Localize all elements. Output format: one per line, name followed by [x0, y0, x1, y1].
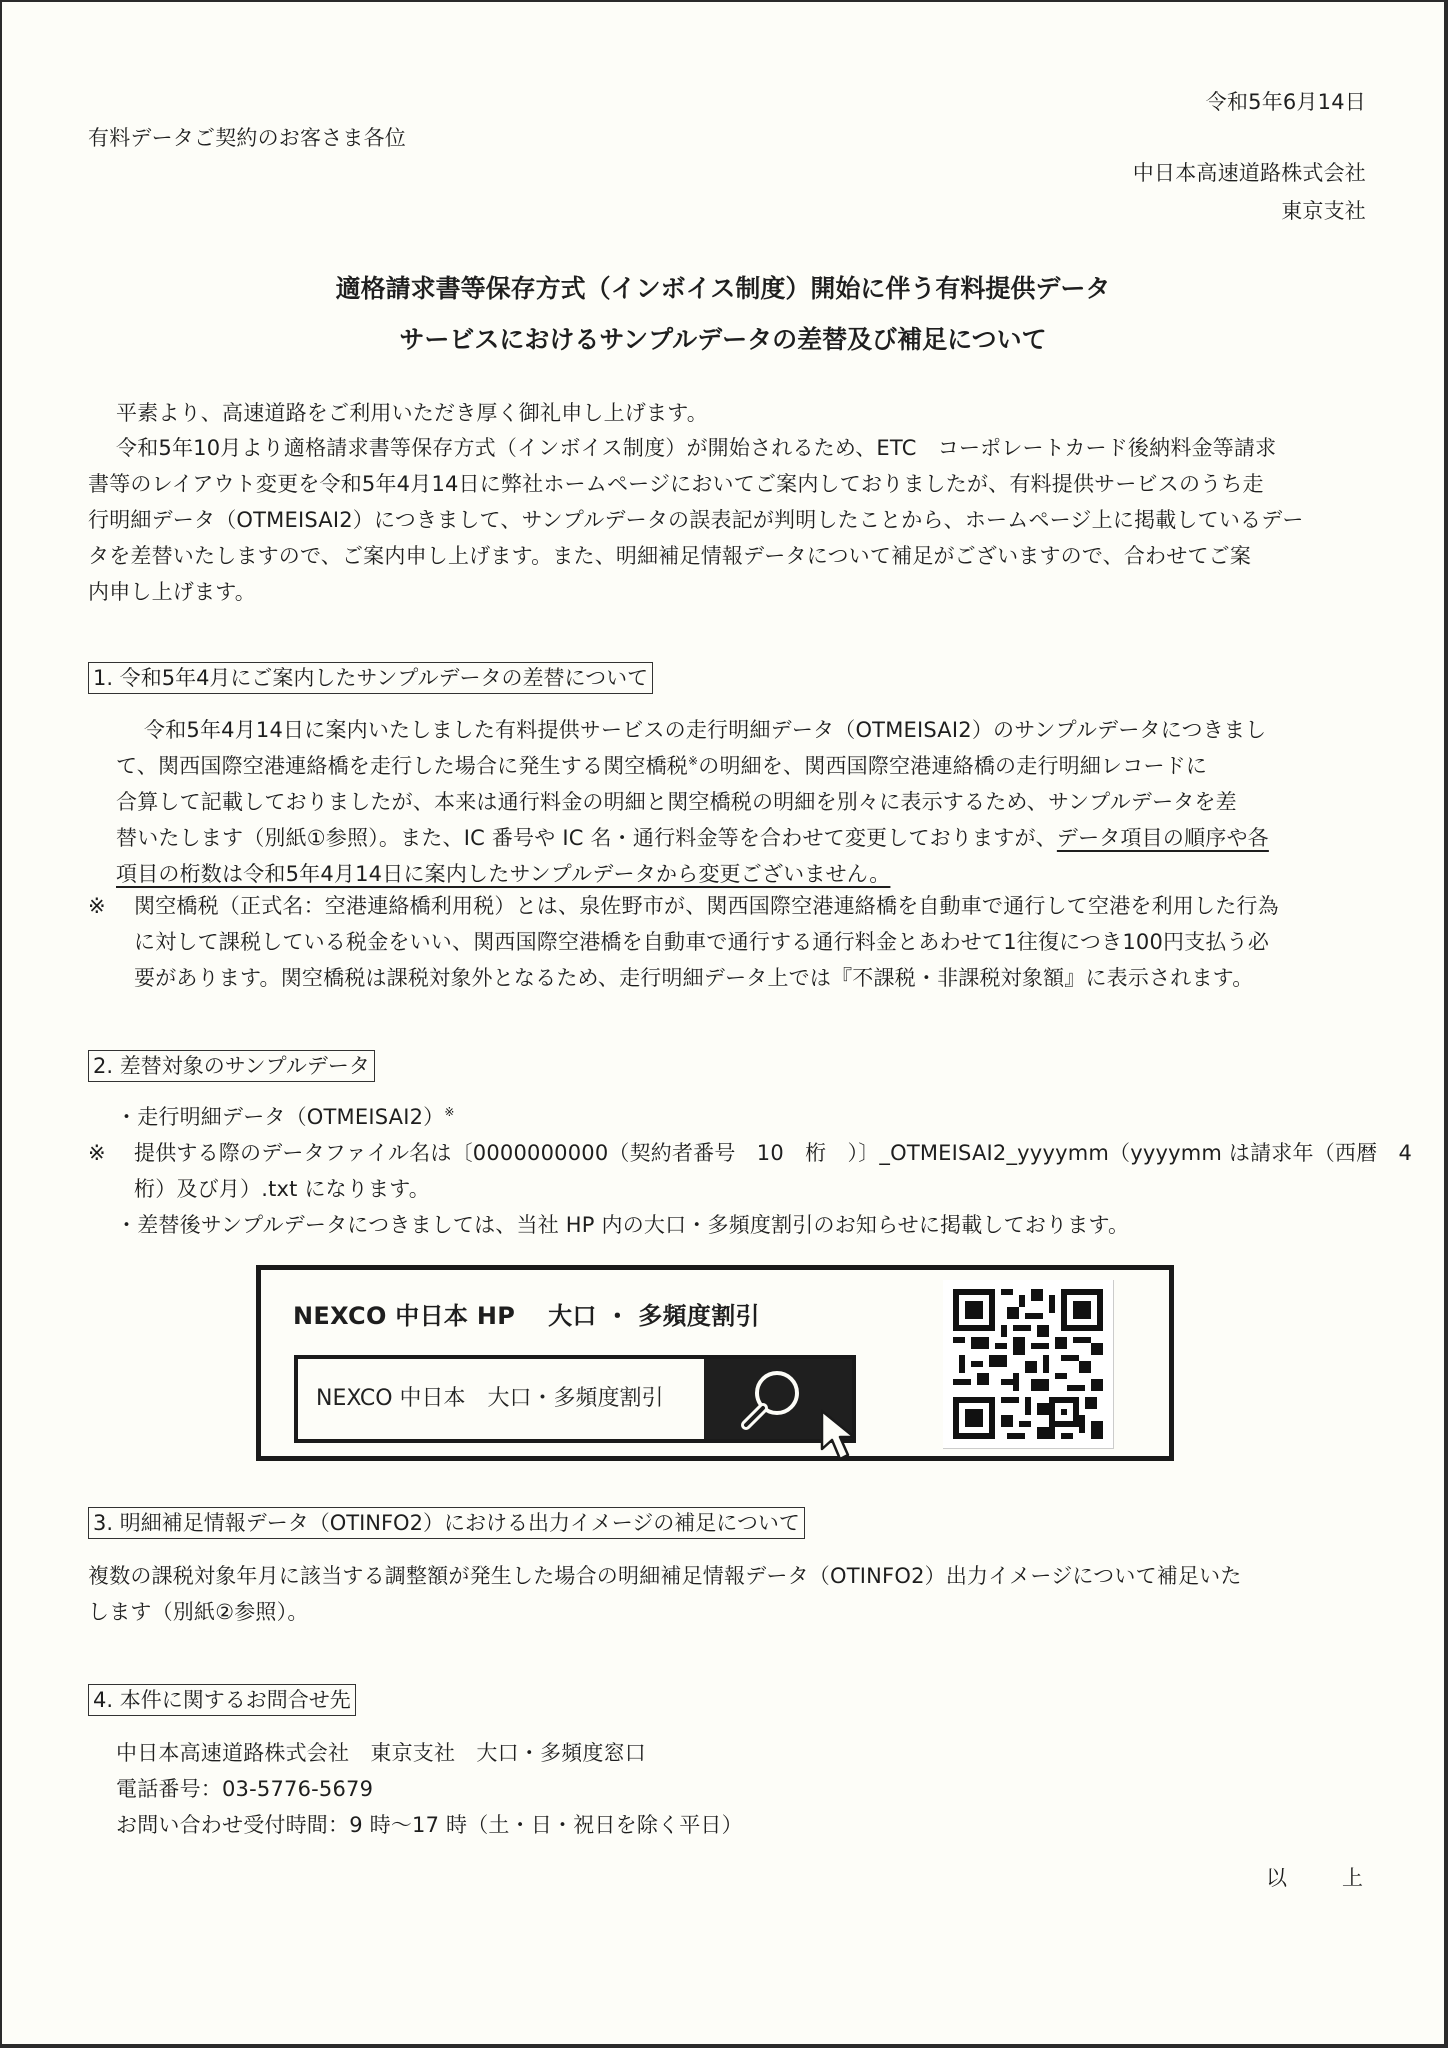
note-reference-mark: ※: [444, 1105, 455, 1119]
contact-name: 中日本高速道路株式会社 東京支社 大口・多頻度窓口: [116, 1741, 646, 1765]
underlined-emphasis: データ項目の順序や各: [1056, 826, 1269, 850]
section-1-heading: 1. 令和5年4月にご案内したサンプルデータの差替について: [88, 662, 653, 694]
closing-right: 上: [1342, 1866, 1364, 1890]
underlined-emphasis: 項目の桁数は令和5年4月14日に案内したサンプルデータから変更ございません。: [116, 862, 891, 886]
qr-code[interactable]: [943, 1280, 1114, 1449]
contact-info: [116, 1735, 743, 1843]
recipient: 有料データご契約のお客さま各位: [88, 126, 406, 150]
sender-company: 中日本高速道路株式会社: [1132, 161, 1366, 185]
document-title-line2: サービスにおけるサンプルデータの差替及び補足について: [399, 325, 1047, 354]
qr-code-icon: [953, 1289, 1103, 1439]
note-line: 桁）及び月）.txt になります。: [134, 1177, 430, 1201]
note-line: 要があります。関空橋税は課税対象外となるため、走行明細データ上では『不課税・非課税対象額』に表示されます。: [134, 966, 1254, 990]
note-mark: ※: [88, 894, 106, 918]
document-date: 令和5年6月14日: [1205, 90, 1366, 114]
contact-hours: お問い合わせ受付時間：9 時～17 時（土・日・祝日を除く平日）: [116, 1813, 743, 1837]
section-3-body: [88, 1558, 1242, 1630]
section-3-heading: 3. 明細補足情報データ（OTINFO2）における出力イメージの補足について: [88, 1507, 805, 1539]
document-page: [2, 2, 1444, 2044]
note-line: 関空橋税（正式名：空港連絡橋利用税）とは、泉佐野市が、関西国際空港連絡橋を自動車で通行して空港を利用した行為: [134, 894, 1279, 918]
bullet-text: ・走行明細データ（OTMEISAI2）: [116, 1105, 445, 1129]
note-line: 提供する際のデータファイル名は〔0000000000（契約者番号 10 桁 ）〕_OTMEISAI2_yyyymm（yyyymm は請求年（西暦 4: [134, 1141, 1413, 1165]
promo-title: NEXCO 中日本 HP 大口 ・ 多頻度割引: [293, 1302, 760, 1330]
section-1-line: [116, 820, 1269, 856]
section-1-line-part: の明細を、関西国際空港連絡橋の走行明細レコードに: [698, 754, 1208, 778]
section-2-heading: 2. 差替対象のサンプルデータ: [88, 1050, 375, 1082]
nexco-search-promo: [256, 1265, 1174, 1461]
document-title-line1: 適格請求書等保存方式（インボイス制度）開始に伴う有料提供データ: [335, 274, 1111, 303]
search-input-illustration: NEXCO 中日本 大口・多頻度割引: [316, 1386, 664, 1411]
section-3-line: します（別紙②参照）。: [88, 1600, 309, 1624]
section-2-bullet-2: ・差替後サンプルデータにつきましては、当社 HP 内の大口・多頻度割引のお知らせに掲載しております。: [116, 1213, 1130, 1237]
section-4-heading: 4. 本件に関するお問合せ先: [88, 1684, 356, 1716]
section-1-line: 令和5年4月14日に案内いたしました有料提供サービスの走行明細データ（OTMEISAI2）のサンプルデータにつきまし: [144, 718, 1267, 742]
greeting: 平素より、高速道路をご利用いただき厚く御礼申し上げます。: [116, 401, 708, 425]
intro-line: タを差替いたしますので、ご案内申し上げます。また、明細補足情報データについて補足がございますので、合わせてご案: [88, 544, 1252, 568]
intro-line: 書等のレイアウト変更を令和5年4月14日に弊社ホームページにおいてご案内しておりましたが、有料提供サービスのうち走: [88, 472, 1264, 496]
section-1-body: [116, 712, 1269, 892]
note-reference-mark: ※: [687, 754, 699, 768]
search-bar-illustration: [294, 1355, 856, 1443]
section-2-bullet-1: [116, 1099, 455, 1135]
contact-phone[interactable]: 電話番号：03-5776-5679: [116, 1777, 374, 1801]
section-1-note: [88, 888, 1279, 996]
intro-line: 行明細データ（OTMEISAI2）につきまして、サンプルデータの誤表記が判明したことから、ホームページ上に掲載しているデー: [88, 508, 1304, 532]
section-3-line: 複数の課税対象年月に該当する調整額が発生した場合の明細補足情報データ（OTINFO2）出力イメージについて補足いた: [88, 1564, 1242, 1588]
note-mark: ※: [88, 1141, 106, 1165]
section-1-line-part: 替いたします（別紙①参照）。また、IC 番号や IC 名・通行料金等を合わせて変更しておりますが、: [116, 826, 1057, 850]
note-line: に対して課税している税金をいい、関西国際空港橋を自動車で通行する通行料金とあわせて1往復につき100円支払う必: [134, 930, 1270, 954]
intro-line: 内申し上げます。: [88, 580, 256, 604]
section-2-note: [88, 1135, 1412, 1207]
sender-branch: 東京支社: [1281, 199, 1366, 223]
pointer-cursor-icon: [818, 1409, 866, 1465]
intro-paragraph: [88, 430, 1304, 610]
section-1-line: 合算して記載しておりましたが、本来は通行料金の明細と関空橋税の明細を別々に表示するため、サンプルデータを差: [116, 790, 1237, 814]
section-1-line: [116, 748, 1269, 784]
closing-left: 以: [1266, 1866, 1288, 1890]
section-1-line-part: て、関西国際空港連絡橋を走行した場合に発生する関空橋税: [116, 754, 688, 778]
intro-line: 令和5年10月より適格請求書等保存方式（インボイス制度）が開始されるため、ETC コーポレートカード後納料金等請求: [116, 436, 1277, 460]
